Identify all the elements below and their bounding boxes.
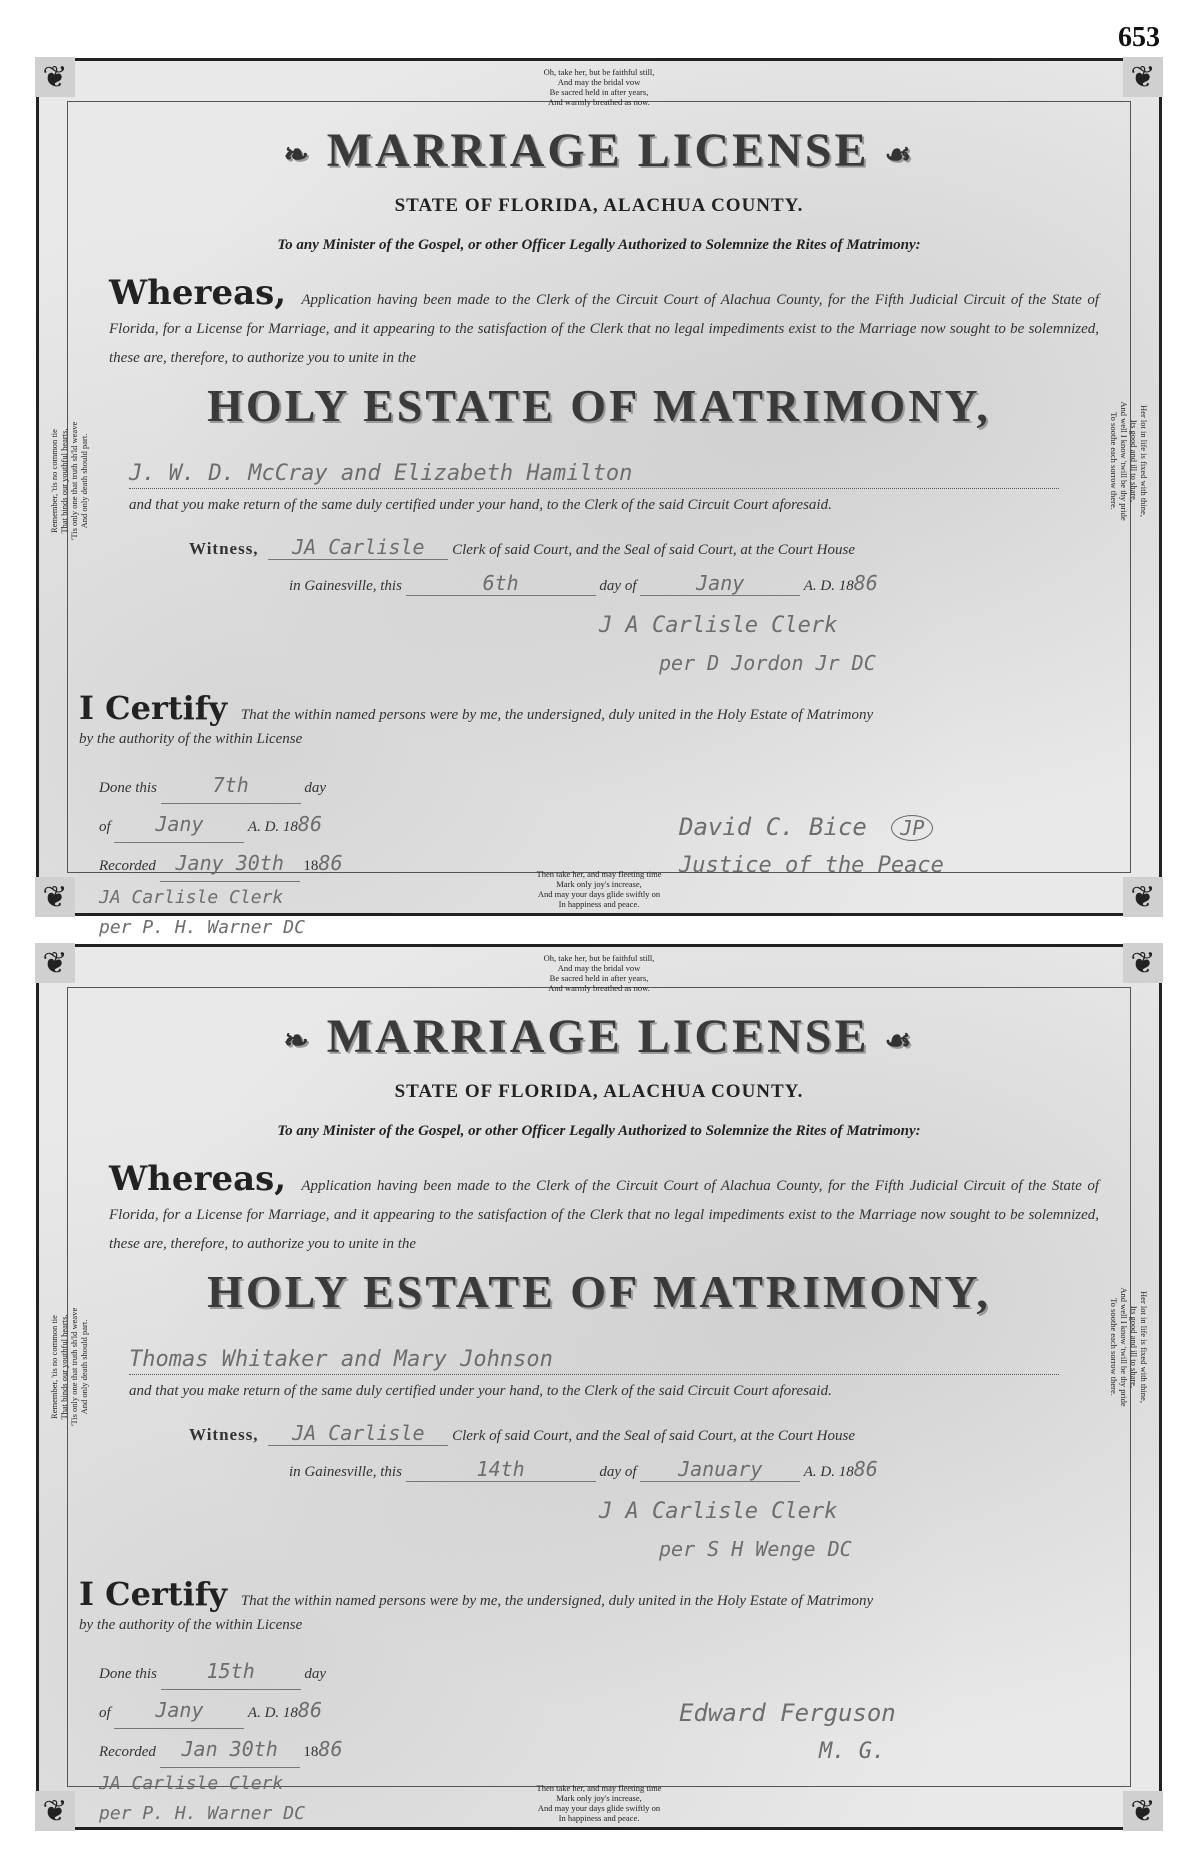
- verse-top: [39, 67, 1159, 107]
- verse-line: And well I know 'twill be thy pride: [1119, 401, 1129, 521]
- flourish-icon: ☙: [884, 1024, 915, 1058]
- couple-names: Thomas Whitaker and Mary Johnson: [129, 1347, 1059, 1375]
- witness-clerk-field: JA Carlisle: [268, 1421, 448, 1446]
- authority-line: by the authority of the within License: [79, 1617, 303, 1633]
- verse-line: And warmly breathed as now.: [548, 983, 650, 993]
- corner-ornament-icon: ❦: [1123, 1791, 1163, 1831]
- clerk-clause: Clerk of said Court, and the Seal of said Court, at the Court House: [452, 1428, 855, 1444]
- verse-bottom: [39, 869, 1159, 909]
- corner-ornament-icon: ❦: [1123, 943, 1163, 983]
- month-field: January: [640, 1457, 800, 1482]
- of-label: of: [99, 1705, 111, 1721]
- verse-line: Be sacred held in after years,: [549, 973, 649, 983]
- verse-line: And may the bridal vow: [557, 963, 641, 973]
- verse-line: And only death should part.: [79, 433, 89, 529]
- verse-line: To soothe each sorrow there.: [1109, 1298, 1119, 1396]
- officiant-name: Edward Ferguson: [679, 1699, 896, 1727]
- of-label: of: [99, 819, 111, 835]
- verse-line: Remember, 'tis no common tie: [49, 1315, 59, 1419]
- recorded-row: Recorded Jan 30th 1886: [99, 1731, 459, 1770]
- verse-line: And well I know 'twill be thy pride: [1119, 1287, 1129, 1407]
- verse-line: And may the bridal vow: [557, 77, 641, 87]
- witness-word: Witness,: [189, 1425, 259, 1444]
- verse-line: And may your days glide swiftly on: [537, 1803, 661, 1813]
- verse-line: Oh, take her, but be faithful still,: [543, 67, 655, 77]
- deputy-signature: per S H Wenge DC: [659, 1537, 852, 1561]
- day-of-text: day of: [599, 1464, 637, 1480]
- done-day-field: 15th: [161, 1653, 301, 1690]
- return-clause: and that you make return of the same duly certified under your hand, to the Clerk of the said Circuit Court aforesaid.: [129, 497, 832, 513]
- authority-line: by the authority of the within License: [79, 731, 303, 747]
- holy-estate-heading: HOLY ESTATE OF MATRIMONY,: [207, 1266, 991, 1317]
- recorded-date-field: Jany 30th: [160, 845, 300, 882]
- recorded-year: 86: [318, 851, 343, 875]
- ad-text: A. D. 18: [803, 1464, 854, 1480]
- done-this-label: Done this: [99, 1666, 157, 1682]
- corner-ornament-icon: ❦: [35, 1791, 75, 1831]
- certify-line: [79, 689, 1119, 727]
- done-month-field: Jany: [114, 806, 244, 843]
- deputy-signature: per D Jordon Jr DC: [659, 651, 876, 675]
- clerk-signature: J A Carlisle Clerk: [599, 613, 838, 638]
- certify-text: That the within named persons were by me, the undersigned, duly united in the Holy Estate of Matrimony: [240, 1593, 874, 1609]
- license-title: [39, 123, 1159, 178]
- done-month-row: [99, 806, 459, 845]
- done-year: 86: [297, 1698, 322, 1722]
- day-of-text: day of: [599, 578, 637, 594]
- certify-word: I Certify: [79, 1575, 228, 1613]
- flourish-icon: ☙: [884, 138, 915, 172]
- day-label: day: [304, 780, 327, 796]
- recorded-year: 86: [318, 1737, 343, 1761]
- officiant-signature: [679, 813, 933, 841]
- recorded-deputy: per P. H. Warner DC: [99, 917, 305, 938]
- verse-line: Oh, take her, but be faithful still,: [543, 953, 655, 963]
- corner-ornament-icon: ❦: [35, 57, 75, 97]
- license-title: [39, 1009, 1159, 1064]
- gainesville-text: in Gainesville, this: [289, 578, 402, 594]
- done-day-field: 7th: [161, 767, 301, 804]
- whereas-text: Application having been made to the Clerk of the Circuit Court of Alachua County, for the Fifth Judicial Circuit of the State of Florida, for a License for Marriage, and it appearing to the satisfaction of the Clerk that no legal impediments exist to the Marriage now sought to be solemnized, these are, therefore, to authorize you to unite in the: [109, 1178, 1100, 1252]
- corner-ornament-icon: ❦: [1123, 877, 1163, 917]
- day-field: 14th: [406, 1457, 596, 1482]
- done-block: [99, 1653, 459, 1770]
- state-county-heading: STATE OF FLORIDA, ALACHUA COUNTY.: [394, 195, 804, 216]
- recorded-deputy: per P. H. Warner DC: [99, 1803, 305, 1824]
- verse-line: In happiness and peace.: [558, 1813, 640, 1823]
- date-line: [289, 571, 1119, 596]
- witness-word: Witness,: [189, 539, 259, 558]
- verse-left: [49, 1297, 89, 1437]
- whereas-paragraph: [109, 1159, 1100, 1259]
- verse-line: In happiness and peace.: [558, 899, 640, 909]
- verse-line: 'Tis only one that truth sh'ld weave: [69, 421, 79, 541]
- corner-ornament-icon: ❦: [1123, 57, 1163, 97]
- year-suffix: 86: [853, 1457, 878, 1481]
- flourish-icon: ❧: [283, 1024, 312, 1058]
- address-line: To any Minister of the Gospel, or other Officer Legally Authorized to Solemnize the Rites of Matrimony:: [277, 237, 921, 253]
- verse-line: Then take her, and may fleeting time: [536, 869, 662, 879]
- day-field: 6th: [406, 571, 596, 596]
- title-text: MARRIAGE LICENSE: [326, 124, 870, 177]
- year-suffix: 86: [853, 571, 878, 595]
- verse-line: That binds our youthful hearts,: [59, 1314, 69, 1420]
- corner-ornament-icon: ❦: [35, 877, 75, 917]
- officiant-stamp: JP: [891, 815, 933, 841]
- recorded-clerk: JA Carlisle Clerk: [99, 887, 284, 908]
- clerk-signature: J A Carlisle Clerk: [599, 1499, 838, 1524]
- done-month-row: [99, 1692, 459, 1731]
- done-month-field: Jany: [114, 1692, 244, 1729]
- recorded-row: Recorded Jany 30th 1886: [99, 845, 459, 884]
- recorded-clerk: JA Carlisle Clerk: [99, 1773, 284, 1794]
- certify-line: [79, 1575, 1119, 1613]
- witness-clerk-field: JA Carlisle: [268, 535, 448, 560]
- gainesville-text: in Gainesville, this: [289, 1464, 402, 1480]
- holy-estate-heading: HOLY ESTATE OF MATRIMONY,: [207, 380, 991, 431]
- verse-line: And warmly breathed as now.: [548, 97, 650, 107]
- verse-line: And may your days glide swiftly on: [537, 889, 661, 899]
- verse-line: Its good and ill to share,: [1129, 1305, 1139, 1389]
- couple-names: J. W. D. McCray and Elizabeth Hamilton: [129, 461, 1059, 489]
- witness-line: [189, 1421, 1119, 1446]
- marriage-license-2: [36, 944, 1162, 1830]
- verse-line: 'Tis only one that truth sh'ld weave: [69, 1307, 79, 1427]
- verse-line: Her lot in life is fixed with thine,: [1139, 405, 1149, 517]
- done-day-row: [99, 767, 459, 806]
- officiant-name: David C. Bice: [679, 813, 867, 841]
- marriage-license-1: [36, 58, 1162, 938]
- return-clause: and that you make return of the same duly certified under your hand, to the Clerk of the said Circuit Court aforesaid.: [129, 1383, 832, 1399]
- done-block: [99, 767, 459, 884]
- verse-line: Her lot in life is fixed with thine,: [1139, 1291, 1149, 1403]
- verse-line: Its good and ill to share,: [1129, 419, 1139, 503]
- verse-line: Mark only joy's increase,: [556, 879, 642, 889]
- witness-line: [189, 535, 1119, 560]
- month-field: Jany: [640, 571, 800, 596]
- done-year: 86: [297, 812, 322, 836]
- verse-line: That binds our youthful hearts,: [59, 428, 69, 534]
- verse-line: And only death should part.: [79, 1319, 89, 1415]
- ad-text: A. D. 18: [803, 578, 854, 594]
- verse-line: To soothe each sorrow there.: [1109, 412, 1119, 510]
- whereas-word: Whereas,: [109, 1159, 287, 1199]
- state-county-heading: STATE OF FLORIDA, ALACHUA COUNTY.: [394, 1081, 804, 1102]
- flourish-icon: ❧: [283, 138, 312, 172]
- recorded-date-field: Jan 30th: [160, 1731, 300, 1768]
- page-number: 653: [1118, 22, 1160, 53]
- certify-word: I Certify: [79, 689, 228, 727]
- ad-text: A. D. 18: [247, 1705, 298, 1721]
- verse-line: Then take her, and may fleeting time: [536, 1783, 662, 1793]
- verse-top: [39, 953, 1159, 993]
- day-label: day: [304, 1666, 327, 1682]
- verse-bottom: [39, 1783, 1159, 1823]
- officiant-title: Justice of the Peace: [679, 853, 944, 878]
- done-day-row: [99, 1653, 459, 1692]
- officiant-signature: [679, 1699, 896, 1727]
- verse-line: Remember, 'tis no common tie: [49, 429, 59, 533]
- whereas-paragraph: [109, 273, 1100, 373]
- verse-line: Mark only joy's increase,: [556, 1793, 642, 1803]
- verse-line: Be sacred held in after years,: [549, 87, 649, 97]
- certify-text: That the within named persons were by me, the undersigned, duly united in the Holy Estate of Matrimony: [240, 707, 874, 723]
- clerk-clause: Clerk of said Court, and the Seal of said Court, at the Court House: [452, 542, 855, 558]
- corner-ornament-icon: ❦: [35, 943, 75, 983]
- recorded-label: Recorded: [99, 858, 156, 874]
- verse-left: [49, 411, 89, 551]
- officiant-title: M. G.: [819, 1739, 886, 1764]
- recorded-label: Recorded: [99, 1744, 156, 1760]
- ad-text: A. D. 18: [247, 819, 298, 835]
- address-line: To any Minister of the Gospel, or other Officer Legally Authorized to Solemnize the Rites of Matrimony:: [277, 1123, 921, 1139]
- title-text: MARRIAGE LICENSE: [326, 1010, 870, 1063]
- date-line: [289, 1457, 1119, 1482]
- whereas-word: Whereas,: [109, 273, 287, 313]
- done-this-label: Done this: [99, 780, 157, 796]
- whereas-text: Application having been made to the Clerk of the Circuit Court of Alachua County, for the Fifth Judicial Circuit of the State of Florida, for a License for Marriage, and it appearing to the satisfaction of the Clerk that no legal impediments exist to the Marriage now sought to be solemnized, these are, therefore, to authorize you to unite in the: [109, 292, 1100, 366]
